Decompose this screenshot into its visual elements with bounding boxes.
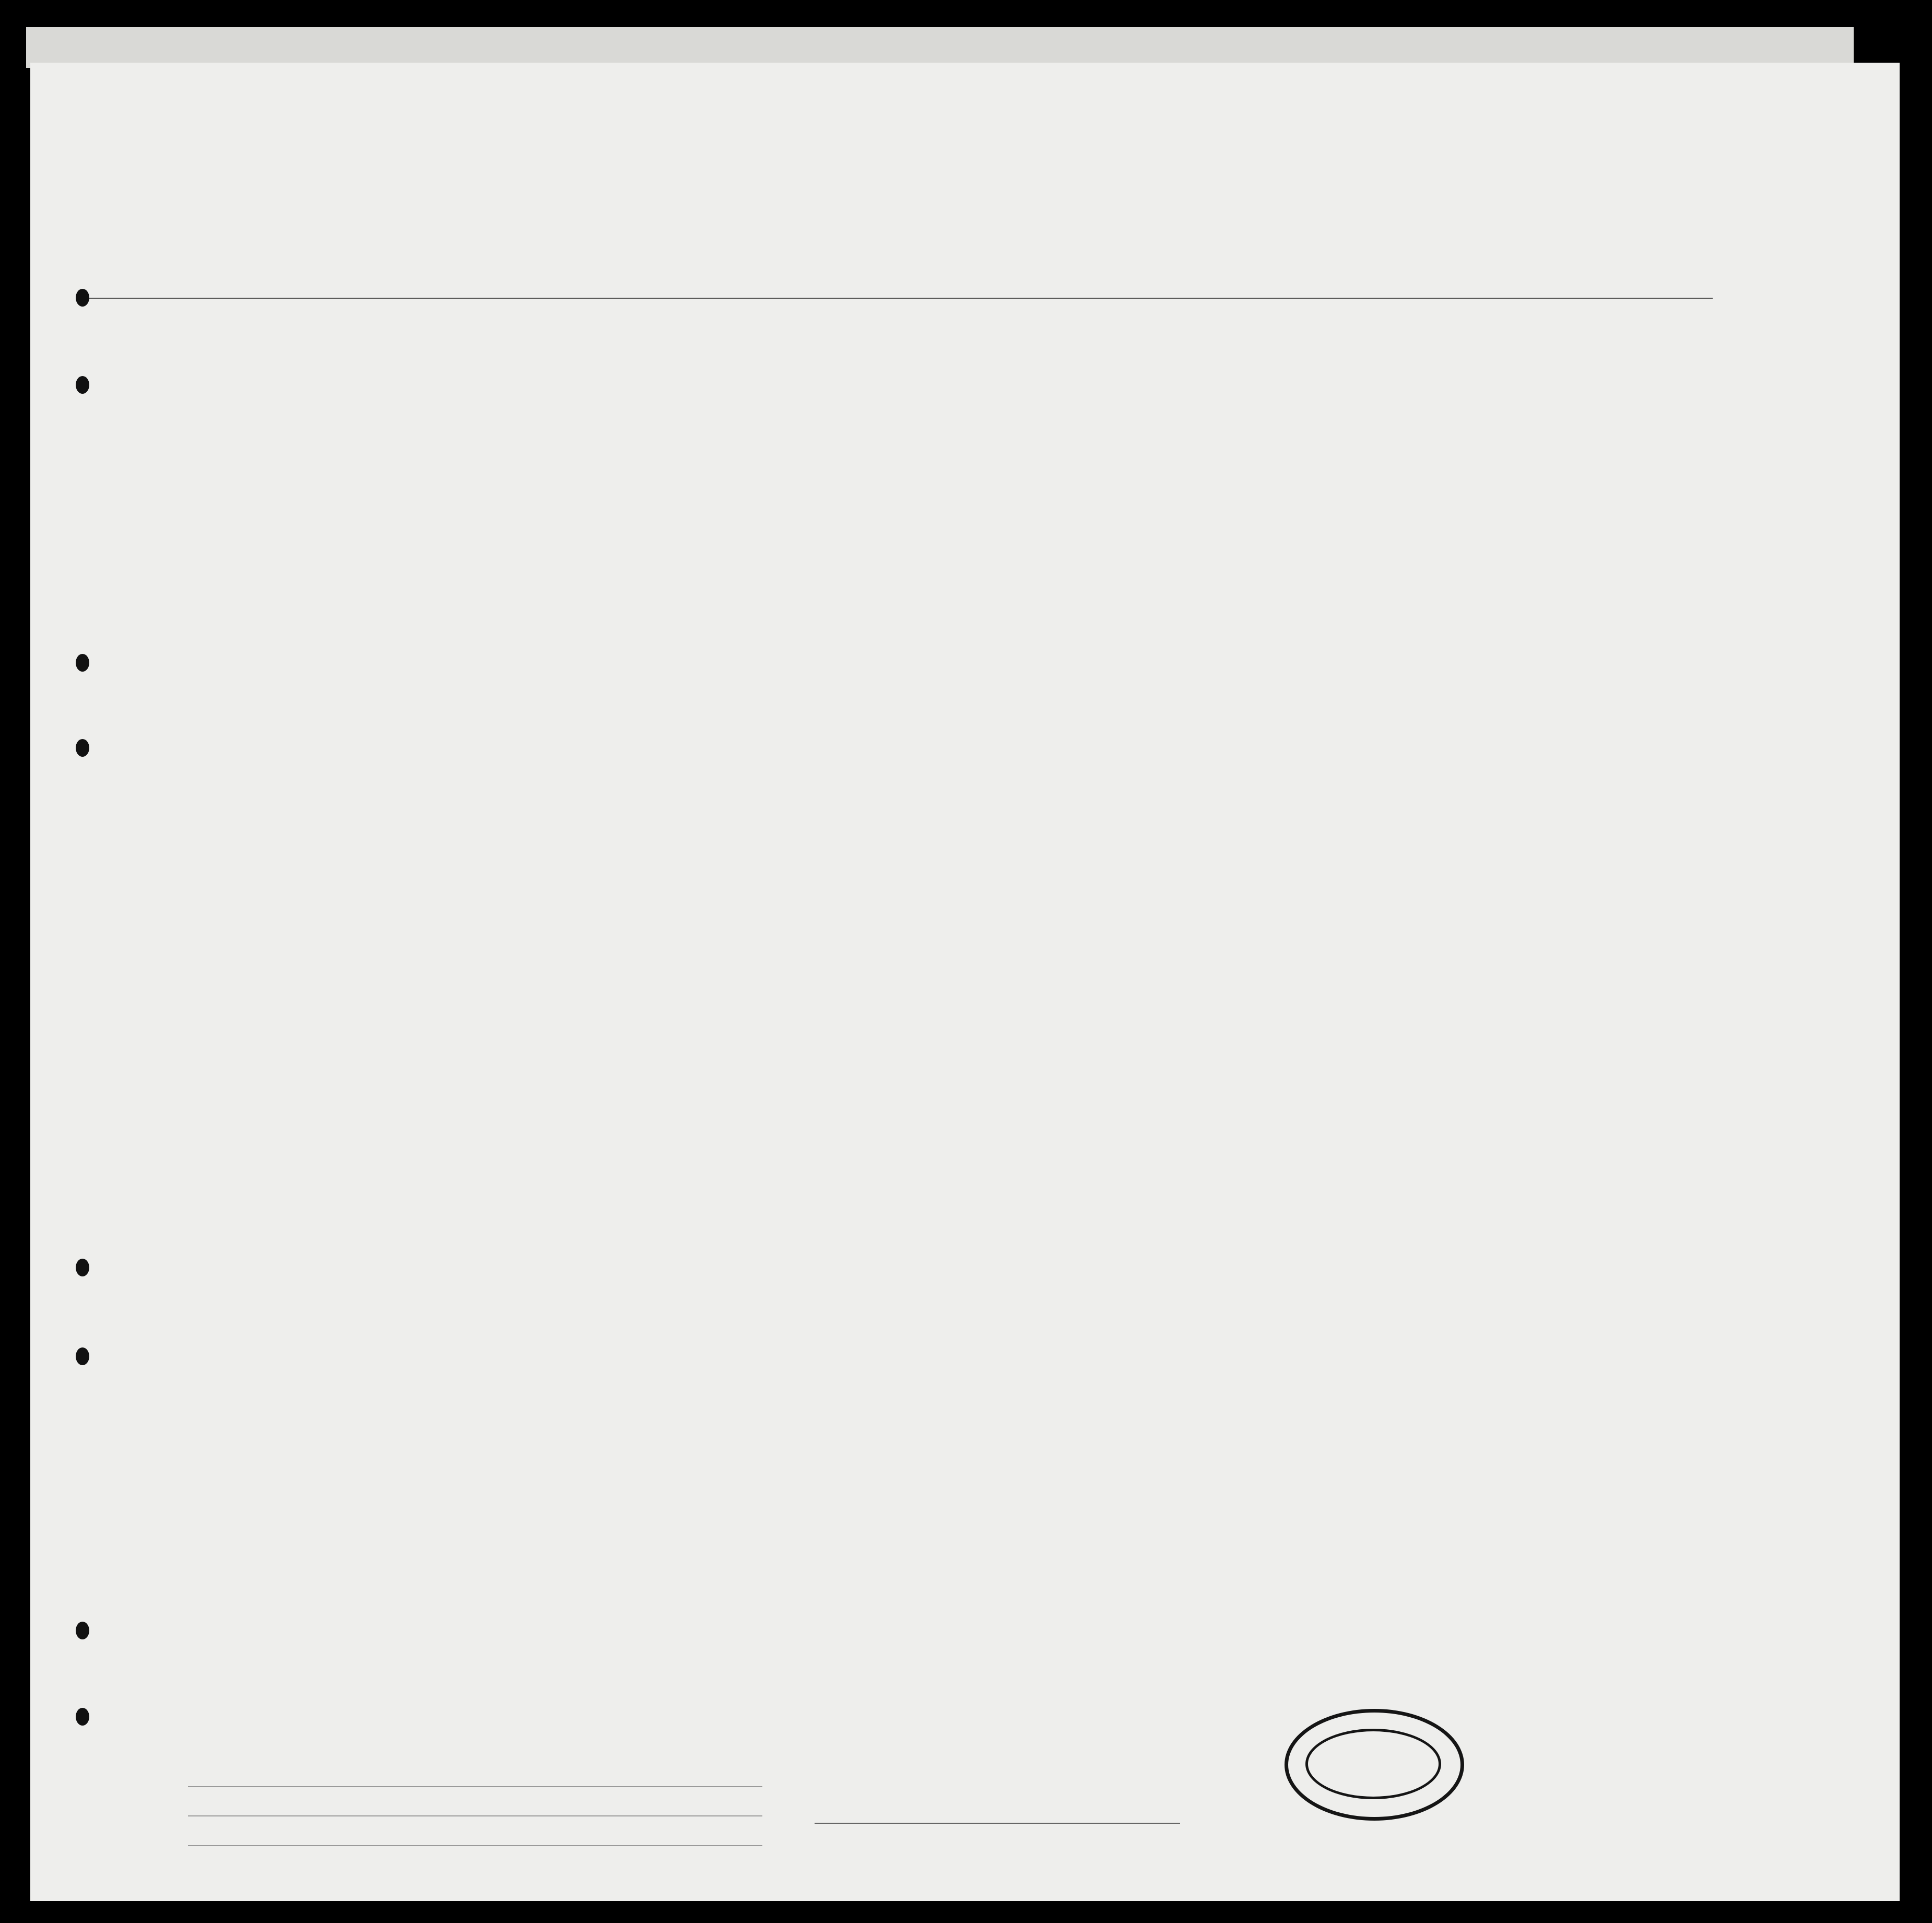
punch-hole: [76, 1347, 89, 1365]
signature-rule: [815, 1823, 1180, 1824]
punch-hole: [76, 376, 89, 394]
owners-rule: [188, 1815, 762, 1816]
manifest-sheet: [30, 63, 1900, 1901]
agents-rule: [188, 1845, 762, 1846]
punch-hole: [76, 1259, 89, 1276]
line-rule: [188, 1786, 762, 1787]
punch-hole: [76, 1708, 89, 1726]
punch-hole: [76, 739, 89, 757]
stamp-inner-ring: [1305, 1729, 1441, 1799]
punch-hole: [76, 289, 89, 307]
punch-hole: [76, 654, 89, 672]
header-rule: [78, 298, 1713, 299]
punch-hole: [76, 1622, 89, 1639]
previous-sheet-strip: [26, 27, 1854, 68]
